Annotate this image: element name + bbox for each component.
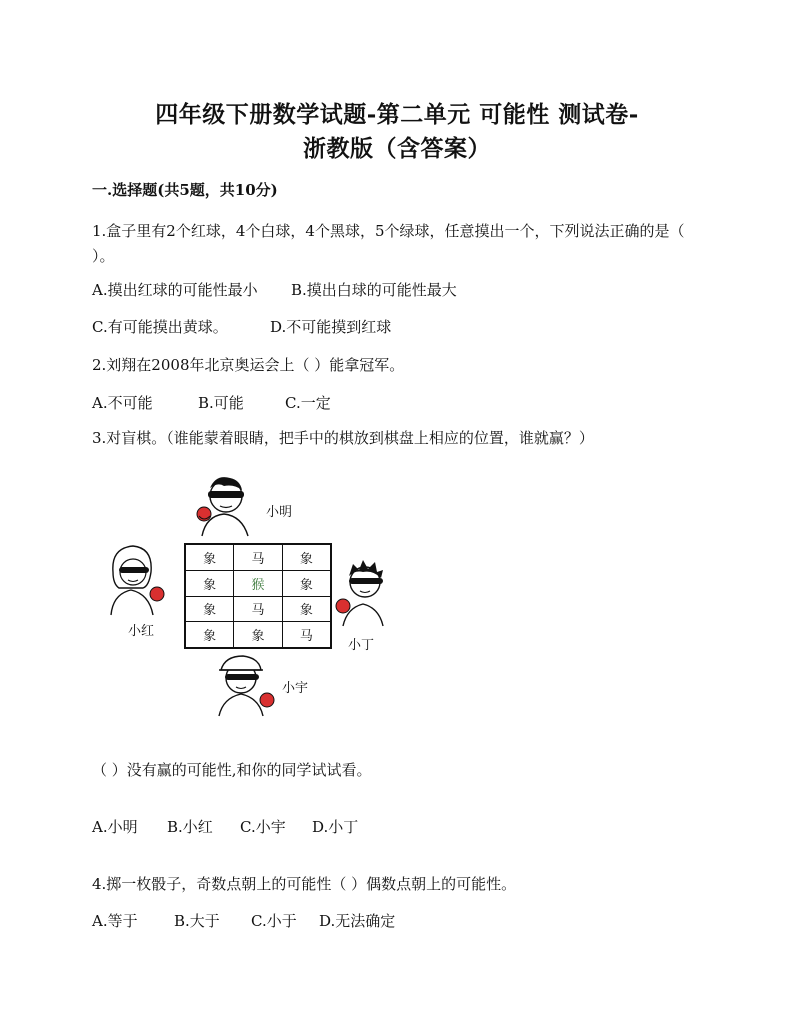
person-top-figure [190, 470, 265, 538]
q4-option-c: C.小于 [251, 912, 297, 930]
name-top: 小明 [266, 505, 293, 520]
doc-title-line2: 浙教版（含答案） [303, 135, 491, 162]
board-cell: 象 [186, 570, 234, 596]
q1-option-d: D.不可能摸到红球 [270, 318, 392, 336]
q4-option-b: B.大于 [174, 912, 220, 930]
q3-text: 3.对盲棋。（谁能蒙着眼睛，把手中的棋放到棋盘上相应的位置，谁就赢？） [92, 429, 594, 447]
board-cell: 马 [234, 596, 282, 622]
section-heading: 一.选择题(共5题，共10分) [92, 181, 278, 199]
name-right: 小丁 [348, 638, 375, 653]
q2-option-a: A.不可能 [92, 394, 153, 412]
board-cell: 马 [282, 622, 330, 648]
board-cell: 马 [234, 545, 282, 571]
board-cell: 猴 [234, 570, 282, 596]
q1-option-c: C.有可能摸出黄球。 [92, 318, 228, 336]
chess-board [184, 543, 332, 649]
q4-option-a: A.等于 [92, 912, 138, 930]
q2-text: 2.刘翔在2008年北京奥运会上（ ）能拿冠军。 [92, 356, 405, 374]
q1-text-line2: ）。 [92, 247, 115, 265]
board-cell: 象 [186, 622, 234, 648]
q4-text: 4.掷一枚骰子，奇数点朝上的可能性（ ）偶数点朝上的可能性。 [92, 875, 517, 893]
q3-option-c: C.小宇 [240, 818, 286, 836]
board-cell: 象 [282, 596, 330, 622]
board-cell: 象 [186, 545, 234, 571]
person-left-figure [103, 542, 171, 617]
q3-option-a: A.小明 [92, 818, 138, 836]
q2-option-c: C.一定 [285, 394, 331, 412]
board-cell: 象 [186, 596, 234, 622]
q1-option-b: B.摸出白球的可能性最大 [291, 281, 457, 299]
q1-text-line1: 1.盒子里有2个红球，4个白球，4个黑球，5个绿球，任意摸出一个，下列说法正确的是（ [92, 222, 685, 240]
name-left: 小红 [128, 624, 155, 639]
board-cell: 象 [282, 545, 330, 571]
q3-subquestion: （ ）没有赢的可能性,和你的同学试试看。 [92, 761, 372, 779]
person-bottom-figure [205, 652, 283, 718]
board-cell: 象 [282, 570, 330, 596]
doc-title-line1: 四年级下册数学试题-第二单元 可能性 测试卷- [155, 101, 639, 128]
q3-option-b: B.小红 [167, 818, 213, 836]
q2-option-b: B.可能 [198, 394, 244, 412]
person-right-figure [333, 556, 395, 628]
q4-option-d: D.无法确定 [319, 912, 396, 930]
q3-option-d: D.小丁 [312, 818, 359, 836]
name-bottom: 小宇 [282, 681, 309, 696]
q1-option-a: A.摸出红球的可能性最小 [92, 281, 258, 299]
board-cell: 象 [234, 622, 282, 648]
